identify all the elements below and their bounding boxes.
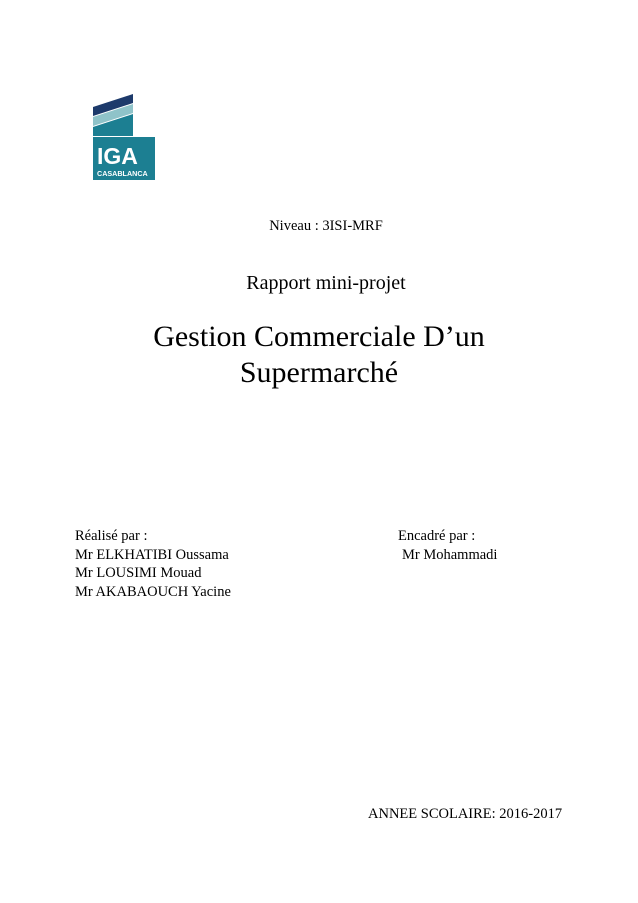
logo-subtext: CASABLANCA [97, 169, 148, 178]
niveau-text: Niveau : 3ISI-MRF [269, 218, 383, 234]
logo-text: IGA [97, 143, 138, 169]
title-line-1: Gestion Commerciale D’un [153, 320, 485, 353]
member-name: Mr ELKHATIBI Oussama [75, 546, 229, 563]
realise-label: Réalisé par : [75, 528, 148, 544]
report-type: Rapport mini-projet [246, 272, 406, 294]
encadre-block [398, 527, 497, 564]
encadre-label: Encadré par : [398, 528, 476, 544]
member-name: Mr LOUSIMI Mouad [75, 565, 202, 581]
title-line-2: Supermarché [239, 356, 399, 389]
iga-logo [93, 94, 155, 180]
member-name: Mr AKABAOUCH Yacine [75, 583, 231, 600]
report-title [0, 319, 638, 391]
supervisor-name: Mr Mohammadi [402, 546, 498, 563]
realise-block [75, 527, 231, 601]
school-year: ANNEE SCOLAIRE: 2016-2017 [368, 806, 563, 822]
